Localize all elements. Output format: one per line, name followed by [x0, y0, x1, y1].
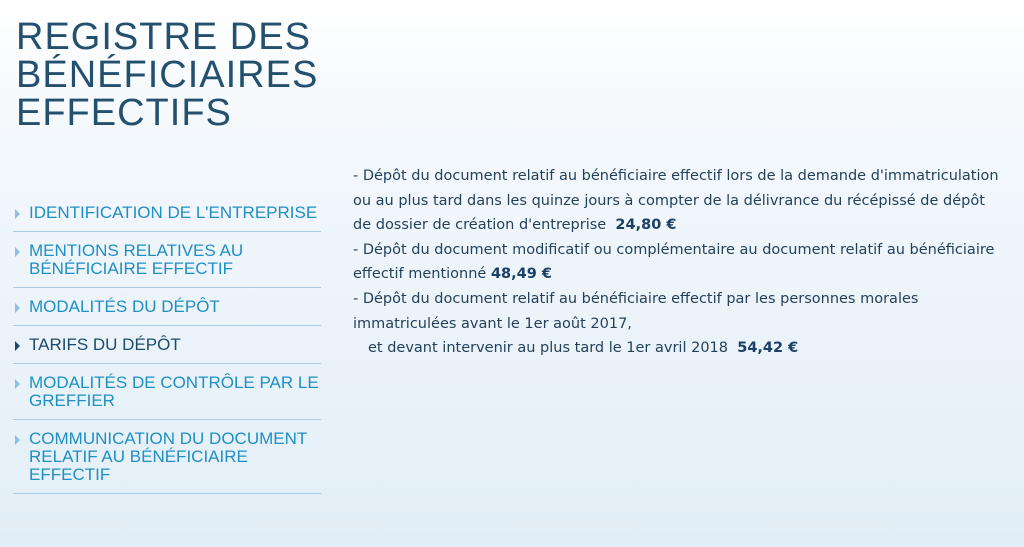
sidebar-item-tarifs-depot[interactable] [13, 326, 321, 364]
chevron-right-icon [15, 303, 20, 313]
sidebar-item-communication[interactable] [13, 420, 321, 494]
chevron-right-icon [15, 435, 20, 445]
sidebar-item-label: IDENTIFICATION DE L'ENTREPRISE [29, 203, 318, 222]
chevron-right-icon [15, 209, 20, 219]
sidebar-item-label: MODALITÉS DE CONTRÔLE PAR LE GREFFIER [29, 373, 319, 410]
sidebar-item-controle-greffier[interactable] [13, 364, 321, 420]
sidebar-item-label: MENTIONS RELATIVES AU BÉNÉFICIAIRE EFFECTIF [29, 241, 244, 278]
sidebar-nav [13, 194, 321, 494]
chevron-right-icon [15, 341, 20, 351]
tarif-description: - Dépôt du document relatif au bénéficiaire effectif lors de la demande d'immatriculation ou au plus tard dans les quinze jours à compter de la délivrance du récépissé de dépôt de dossier de création d'entreprise [353, 168, 999, 234]
page-title-line-2: BÉNÉFICIAIRES [16, 54, 319, 96]
sidebar-item-label: TARIFS DU DÉPÔT [29, 335, 181, 354]
tarif-item-modificatif [353, 238, 1003, 287]
sidebar-item-label: MODALITÉS DU DÉPÔT [29, 297, 220, 316]
tarif-price: 48,49 € [490, 266, 552, 283]
sidebar-item-identification[interactable] [13, 194, 321, 232]
chevron-right-icon [15, 379, 20, 389]
sidebar-item-modalites-depot[interactable] [13, 288, 321, 326]
tarif-item-immatriculation [353, 164, 1003, 238]
tarif-price: 24,80 € [615, 217, 677, 234]
page-title-line-3: EFFECTIFS [16, 92, 232, 134]
page-title-line-1: REGISTRE DES [16, 16, 311, 58]
tarif-price: 54,42 € [737, 340, 799, 357]
tarif-item-personnes-morales-continued [353, 336, 1003, 361]
tarif-description: - Dépôt du document modificatif ou complémentaire au document relatif au bénéficiaire effectif mentionné [353, 241, 995, 283]
page-title [16, 18, 318, 132]
sidebar-item-label: COMMUNICATION DU DOCUMENT RELATIF AU BÉNÉFICIAIRE EFFECTIF [29, 429, 307, 484]
tarifs-content [353, 164, 1003, 361]
tarif-description: - Dépôt du document relatif au bénéficiaire effectif par les personnes morales immatriculées avant le 1er août 2017, [353, 290, 919, 332]
tarif-item-personnes-morales [353, 287, 1003, 336]
sidebar-item-mentions[interactable] [13, 232, 321, 288]
chevron-right-icon [15, 247, 20, 257]
tarif-description-continued: et devant intervenir au plus tard le 1er avril 2018 [368, 340, 729, 357]
